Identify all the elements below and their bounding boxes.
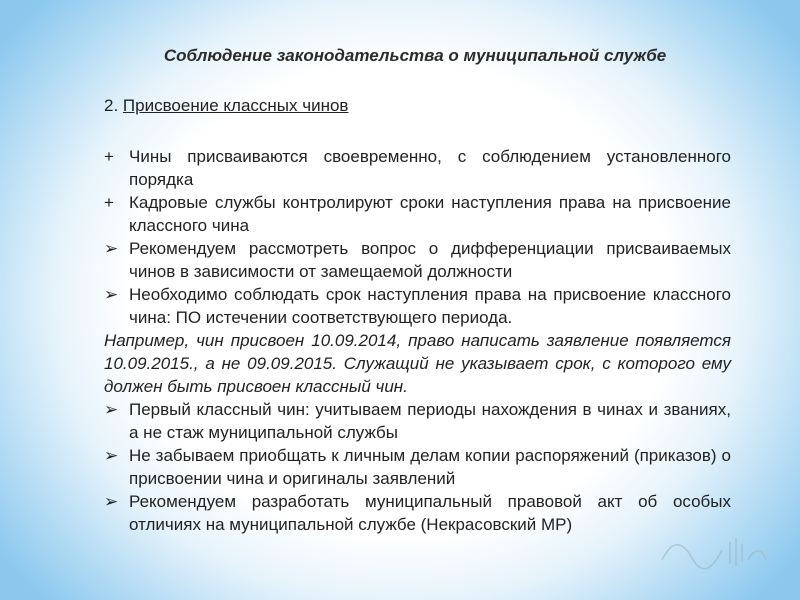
arrow-bullet-icon: ➢ xyxy=(104,239,119,258)
list-item-text: Кадровые службы контролируют сроки наступления права на присвоение классного чина xyxy=(129,193,731,235)
list-item xyxy=(104,490,731,536)
arrow-bullet-icon: ➢ xyxy=(104,446,119,465)
slide-body xyxy=(104,145,731,536)
section-heading xyxy=(104,96,348,116)
plus-marker: + xyxy=(104,147,114,166)
list-item-text: Рекомендуем разработать муниципальный правовой акт об особых отличиях на муниципальной службе (Некрасовский МР) xyxy=(129,492,731,534)
list-item xyxy=(104,191,731,237)
arrow-bullet-icon: ➢ xyxy=(104,400,119,419)
list-item xyxy=(104,237,731,283)
list-item-text: Не забываем приобщать к личным делам копии распоряжений (приказов) о присвоении чина и оригиналы заявлений xyxy=(129,446,731,488)
section-number: 2. xyxy=(104,96,119,115)
example-paragraph: Например, чин присвоен 10.09.2014, право написать заявление появляется 10.09.2015., а не 09.09.2015. Служащий не указывает срок, с которого ему должен быть присвоен классный чин. xyxy=(104,331,731,396)
decorative-flourish-icon xyxy=(652,530,772,570)
list-item-text: Первый классный чин: учитываем периоды нахождения в чинах и званиях, а не стаж муниципальной службы xyxy=(129,400,731,442)
list-item-text: Чины присваиваются своевременно, с соблюдением установленного порядка xyxy=(129,147,731,189)
arrow-bullet-icon: ➢ xyxy=(104,492,119,511)
list-item-text: Необходимо соблюдать срок наступления права на присвоение классного чина: ПО истечении соответствующего периода. xyxy=(129,285,731,327)
plus-marker: + xyxy=(104,193,114,212)
section-title: Присвоение классных чинов xyxy=(122,96,349,115)
list-item xyxy=(104,398,731,444)
list-item xyxy=(104,145,731,191)
list-item xyxy=(104,444,731,490)
list-item xyxy=(104,283,731,329)
list-item-text: Рекомендуем рассмотреть вопрос о дифференциации присваиваемых чинов в зависимости от замещаемой должности xyxy=(129,239,731,281)
arrow-bullet-icon: ➢ xyxy=(104,285,119,304)
slide-title: Соблюдение законодательства о муниципальной службе xyxy=(163,46,667,65)
